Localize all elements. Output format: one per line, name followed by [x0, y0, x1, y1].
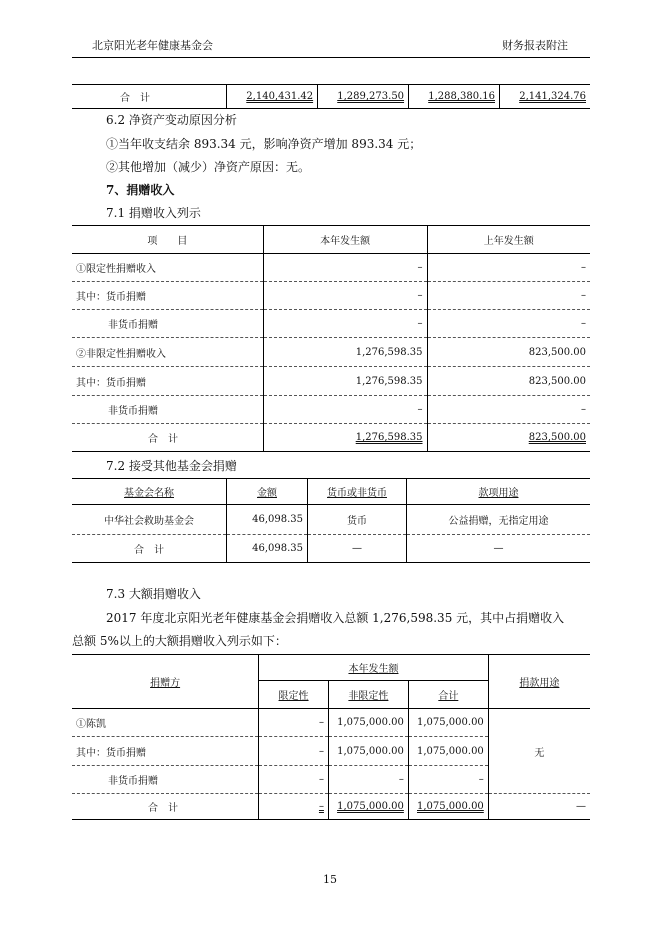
paragraph: ①当年收支结余 893.34 元，影响净资产增加 893.34 元； [106, 137, 422, 151]
column-header: 捐赠方 [72, 655, 259, 709]
row-label: 非货币捐赠 [72, 766, 259, 794]
paragraph: ②其他增加（减少）净资产原因：无。 [106, 160, 311, 174]
cell-value: 1,276,598.35 [263, 367, 427, 396]
row-label: 其中：货币捐赠 [72, 737, 259, 766]
cell-value: 46,098.35 [227, 535, 308, 563]
cell-value: 823,500.00 [528, 432, 586, 443]
cell-value: – [328, 766, 408, 794]
donation-income-table [72, 225, 590, 452]
cell-value: – [263, 254, 427, 282]
paragraph: 总额 5%以上的大额捐赠收入列示如下： [72, 634, 287, 648]
row-label: ②非限定性捐赠收入 [72, 338, 263, 367]
table-row [72, 396, 590, 424]
row-label: 其中：货币捐赠 [72, 282, 263, 310]
cell-value: – [263, 396, 427, 424]
cell-value: 无 [488, 709, 590, 794]
table-row [72, 254, 590, 282]
cell-value: – [259, 737, 329, 766]
table-row [72, 535, 590, 563]
header-right: 财务报表附注 [502, 39, 568, 52]
total-value: 1,289,273.50 [318, 85, 409, 109]
column-header: 本年发生额 [263, 226, 427, 254]
column-header: 基金会名称 [72, 479, 227, 505]
header-divider [72, 57, 590, 58]
column-header: 项 目 [72, 226, 263, 254]
row-label: 其中：货币捐赠 [72, 367, 263, 396]
cell-value: 1,075,000.00 [408, 709, 488, 737]
foundation-donation-table [72, 478, 590, 563]
net-assets-total-table [72, 84, 590, 109]
cell-value: – [427, 396, 590, 424]
row-label: 合 计 [72, 535, 227, 563]
cell-value: 46,098.35 [227, 505, 308, 535]
cell-value: – [427, 254, 590, 282]
cell-value: 823,500.00 [427, 367, 590, 396]
cell-value: 1,276,598.35 [263, 424, 427, 452]
cell-value: 823,500.00 [427, 338, 590, 367]
cell-value: 1,075,000.00 [328, 794, 408, 820]
cell-value: – [259, 794, 329, 820]
cell-value: – [259, 766, 329, 794]
cell-value: – [263, 282, 427, 310]
total-label: 合 计 [72, 85, 227, 109]
row-label: 合 计 [72, 424, 263, 452]
table-row [72, 424, 590, 452]
section-title: 7.2 接受其他基金会捐赠 [106, 459, 237, 473]
row-label: 非货币捐赠 [72, 310, 263, 338]
table-row [72, 794, 590, 820]
row-label: ①陈凯 [72, 709, 259, 737]
cell-value: 货币 [308, 505, 407, 535]
table-row [72, 310, 590, 338]
paragraph: 2017 年度北京阳光老年健康基金会捐赠收入总额 1,276,598.35 元，其中占捐赠收入 [106, 611, 565, 625]
column-header: 非限定性 [328, 681, 408, 709]
total-value: 1,288,380.16 [409, 85, 500, 109]
column-header: 本年发生额 [259, 655, 489, 681]
table-row [72, 505, 590, 535]
total-value: 2,141,324.76 [519, 91, 586, 102]
page-number: 15 [323, 873, 337, 886]
column-header: 款项用途 [407, 479, 591, 505]
column-header: 货币或非货币 [308, 479, 407, 505]
column-header: 合计 [408, 681, 488, 709]
cell-value: – [259, 709, 329, 737]
row-label: 非货币捐赠 [72, 396, 263, 424]
table-row [72, 709, 590, 737]
section-title: 7.1 捐赠收入列示 [106, 206, 201, 220]
table-row [72, 367, 590, 396]
section-title: 7、捐赠收入 [106, 183, 175, 197]
total-value: 2,140,431.42 [227, 85, 318, 109]
cell-value: 公益捐赠，无指定用途 [407, 505, 591, 535]
section-title: 7.3 大额捐赠收入 [106, 587, 201, 601]
large-donation-table [72, 654, 590, 820]
cell-value: — [308, 535, 407, 563]
table-row [72, 282, 590, 310]
column-header: 限定性 [259, 681, 329, 709]
cell-value: — [576, 801, 586, 812]
cell-value: – [263, 310, 427, 338]
table-row [72, 338, 590, 367]
cell-value: 1,276,598.35 [263, 338, 427, 367]
cell-value: 1,075,000.00 [408, 794, 488, 820]
column-header: 捐款用途 [488, 655, 590, 709]
column-header: 上年发生额 [427, 226, 590, 254]
cell-value: — [493, 543, 504, 554]
cell-value: 1,075,000.00 [328, 737, 408, 766]
section-title: 6.2 净资产变动原因分析 [106, 113, 237, 127]
cell-value: 1,075,000.00 [328, 709, 408, 737]
cell-value: – [427, 282, 590, 310]
cell-value: – [427, 310, 590, 338]
row-label: ①限定性捐赠收入 [72, 254, 263, 282]
header-left: 北京阳光老年健康基金会 [92, 39, 213, 52]
cell-value: 1,075,000.00 [408, 737, 488, 766]
cell-value: – [408, 766, 488, 794]
column-header: 金额 [227, 479, 308, 505]
row-label: 合 计 [72, 794, 259, 820]
row-label: 中华社会救助基金会 [72, 505, 227, 535]
